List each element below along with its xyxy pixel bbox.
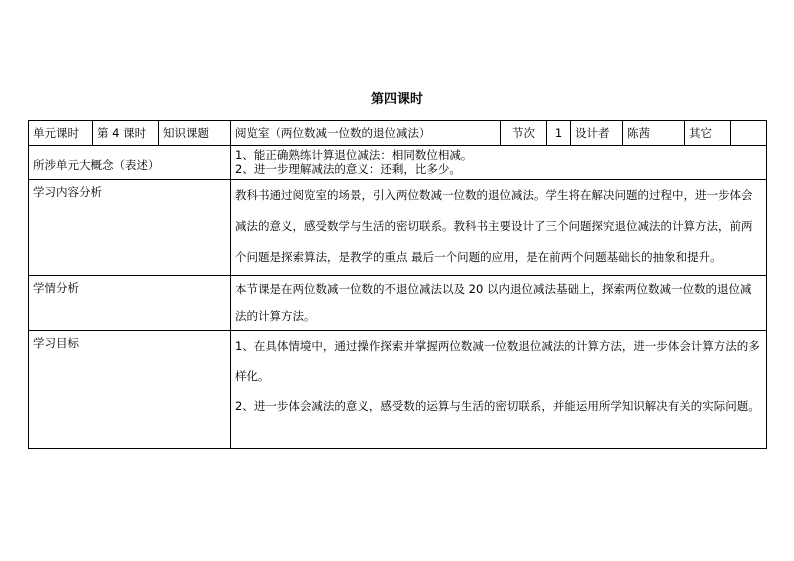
other-value bbox=[731, 121, 767, 146]
content-label: 学习内容分析 bbox=[29, 180, 231, 276]
goal-item: 2、进一步体会减法的意义，感受数的运算与生活的密切联系，并能运用所学知识解决有关的实际问题。 bbox=[235, 399, 760, 413]
knowledge-value: 阅览室（两位数减一位数的退位减法） bbox=[231, 121, 501, 146]
content-row bbox=[29, 180, 767, 276]
situation-label: 学情分析 bbox=[29, 276, 231, 331]
goals-row bbox=[29, 331, 767, 449]
header-row bbox=[29, 121, 767, 146]
concept-label: 所涉单元大概念（表述） bbox=[29, 146, 231, 180]
goal-item: 1、在具体情境中，通过操作探索并掌握两位数减一位数退位减法的计算方法，进一步体会计算方法的多样化。 bbox=[235, 339, 760, 383]
situation-row bbox=[29, 276, 767, 331]
unit-lesson-value: 第 4 课时 bbox=[93, 121, 159, 146]
situation-text: 本节课是在两位数减一位数的不退位减法以及 20 以内退位减法基础上，探索两位数减一位数的退位减法的计算方法。 bbox=[231, 276, 767, 331]
designer-value: 陈茜 bbox=[623, 121, 685, 146]
content-text: 教科书通过阅览室的场景，引入两位数减一位数的退位减法。学生将在解决问题的过程中，进一步体会减法的意义，感受数学与生活的密切联系。教科书主要设计了三个问题探究退位减法的计算方法，前两个问题是探索算法，是教学的重点 最后一个问题的应用，是在前两个问题基础长的抽象和提升。 bbox=[231, 180, 767, 276]
concept-line: 1、能正确熟练计算退位减法：相同数位相减。 bbox=[235, 148, 473, 162]
concept-cell bbox=[231, 146, 767, 180]
page-title: 第四课时 bbox=[370, 92, 423, 107]
designer-label: 设计者 bbox=[571, 121, 623, 146]
goals-label: 学习目标 bbox=[29, 331, 231, 449]
other-label: 其它 bbox=[685, 121, 731, 146]
section-value: 1 bbox=[547, 121, 571, 146]
goals-cell bbox=[231, 331, 767, 449]
concept-line: 2、进一步理解减法的意义：还剩，比多少。 bbox=[235, 162, 461, 176]
lesson-plan-table bbox=[28, 120, 767, 449]
unit-lesson-label: 单元课时 bbox=[29, 121, 93, 146]
knowledge-label: 知识课题 bbox=[159, 121, 231, 146]
section-label: 节次 bbox=[501, 121, 547, 146]
concept-row bbox=[29, 146, 767, 180]
